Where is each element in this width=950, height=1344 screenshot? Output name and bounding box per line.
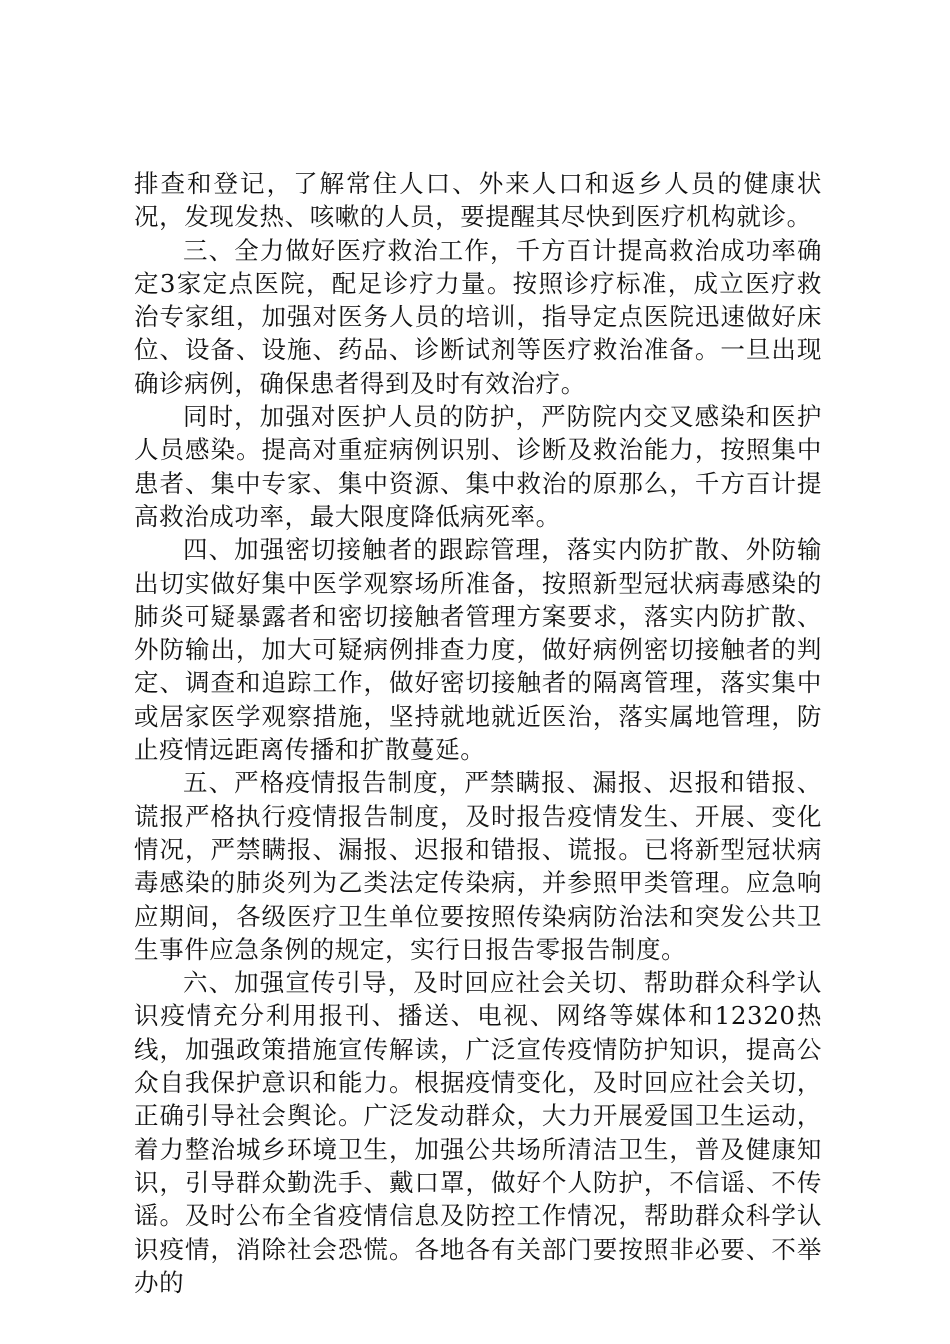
paragraph-section-6: 六、加强宣传引导，及时回应社会关切、帮助群众科学认识疫情充分利用报刊、播送、电视、网络等媒体和12320热线，加强政策措施宣传解读，广泛宣传疫情防护知识，提高公众自我保护意识和能力。根据疫情变化，及时回应社会关切，正确引导社会舆论。广泛发动群众，大力开展爱国卫生运动，着力整治城乡环境卫生，加强公共场所清洁卫生，普及健康知识，引导群众勤洗手、戴口罩，做好个人防护，不信谣、不传谣。及时公布全省疫情信息及防控工作情况，帮助群众科学认识疫情，消除社会恐慌。各地各有关部门要按照非必要、不举办的: [134, 968, 822, 1297]
paragraph-section-4: 四、加强密切接触者的跟踪管理，落实内防扩散、外防输出切实做好集中医学观察场所准备，按照新型冠状病毒感染的肺炎可疑暴露者和密切接触者管理方案要求，落实内防扩散、外防输出，加大可疑病例排查力度，做好病例密切接触者的判定、调查和追踪工作，做好密切接触者的隔离管理，落实集中或居家医学观察措施，坚持就地就近医治，落实属地管理，防止疫情远距离传播和扩散蔓延。: [134, 535, 822, 765]
paragraph-medical-staff-protection: 同时，加强对医护人员的防护，严防院内交叉感染和医护人员感染。提高对重症病例识别、诊断及救治能力，按照集中患者、集中专家、集中资源、集中救治的原那么，千方百计提高救治成功率，最大限度降低病死率。: [134, 402, 822, 531]
document-body: [134, 167, 822, 1299]
paragraph-section-5: 五、严格疫情报告制度，严禁瞒报、漏报、迟报和错报、谎报严格执行疫情报告制度，及时报告疫情发生、开展、变化情况，严禁瞒报、漏报、迟报和错报、谎报。已将新型冠状病毒感染的肺炎列为乙类法定传染病，并参照甲类管理。应急响应期间，各级医疗卫生单位要按照传染病防治法和突发公共卫生事件应急条例的规定，实行日报告零报告制度。: [134, 768, 822, 964]
paragraph-continuation: 排查和登记，了解常住人口、外来人口和返乡人员的健康状况，发现发热、咳嗽的人员，要提醒其尽快到医疗机构就诊。: [134, 169, 822, 232]
paragraph-section-3: 三、全力做好医疗救治工作，千方百计提高救治成功率确定3家定点医院，配足诊疗力量。按照诊疗标准，成立医疗救治专家组，加强对医务人员的培训，指导定点医院迅速做好床位、设备、设施、药品、诊断试剂等医疗救治准备。一旦出现确诊病例，确保患者得到及时有效治疗。: [134, 235, 822, 398]
